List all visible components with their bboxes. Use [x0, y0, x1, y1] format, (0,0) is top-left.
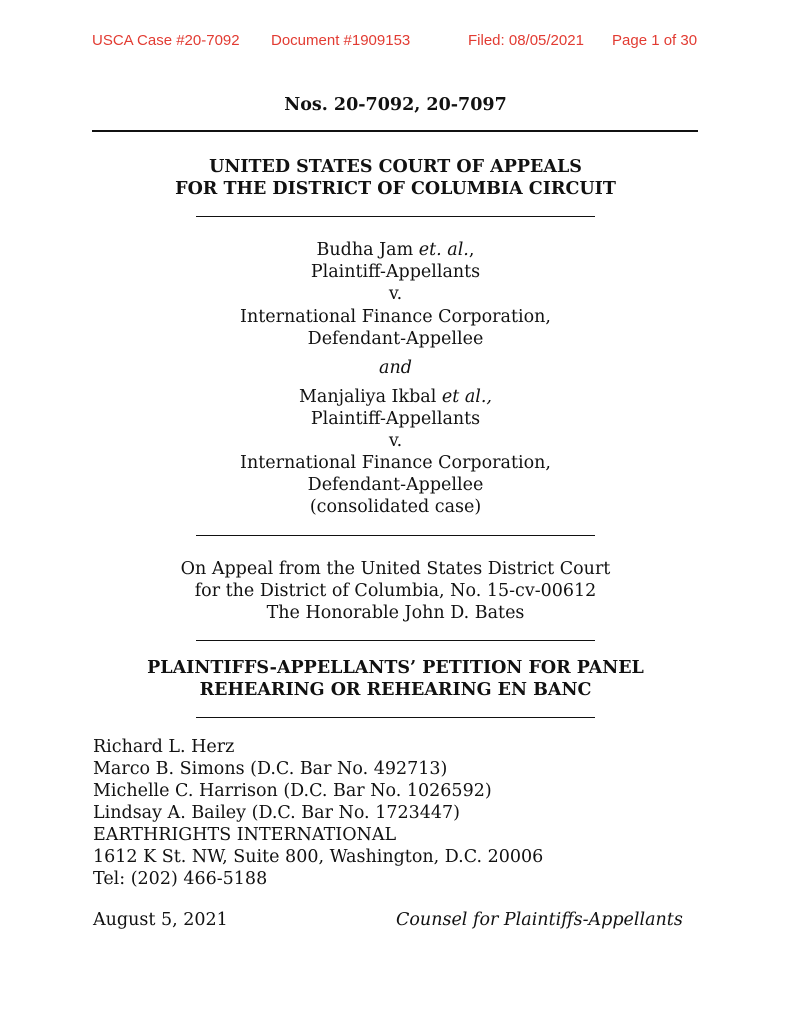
court-name-line2: FOR THE DISTRICT OF COLUMBIA CIRCUIT — [175, 179, 616, 199]
divider-3 — [196, 640, 595, 641]
top-divider — [92, 130, 698, 132]
counsel-line: Michelle C. Harrison (D.C. Bar No. 1026592) — [93, 781, 492, 801]
defendant-name-1: International Finance Corporation, — [240, 307, 551, 327]
appeal-judge: The Honorable John D. Bates — [266, 603, 525, 623]
plaintiff-name-1-text: Budha Jam — [316, 240, 414, 260]
counsel-org: EARTHRIGHTS INTERNATIONAL — [93, 825, 397, 845]
plaintiff-name-2 — [0, 386, 791, 408]
docket-numbers: Nos. 20-7092, 20-7097 — [284, 95, 507, 115]
plaintiff-name-1-comma: , — [468, 240, 475, 260]
defendant-role-2: Defendant-Appellee — [307, 475, 484, 495]
plaintiff-role-1: Plaintiff-Appellants — [310, 262, 481, 282]
petition-title-line1: PLAINTIFFS-APPELLANTS’ PETITION FOR PANEL — [147, 658, 644, 678]
divider-4 — [196, 717, 595, 718]
conjunction: and — [379, 358, 412, 378]
counsel-line: Richard L. Herz — [93, 737, 235, 757]
header-case-number: USCA Case #20-7092 — [92, 32, 240, 49]
plaintiff-name-2-etal: et al., — [441, 387, 492, 407]
defendant-name-2: International Finance Corporation, — [240, 453, 551, 473]
counsel-line: Marco B. Simons (D.C. Bar No. 492713) — [93, 759, 448, 779]
versus-2: v. — [388, 431, 403, 451]
plaintiff-name-1-etal: et. al. — [418, 240, 469, 260]
appeal-line1: On Appeal from the United States District Court — [180, 559, 611, 579]
counsel-phone: Tel: (202) 466-5188 — [93, 869, 268, 889]
counsel-line: Lindsay A. Bailey (D.C. Bar No. 1723447) — [93, 803, 460, 823]
counsel-address: 1612 K St. NW, Suite 800, Washington, D.C. 20006 — [93, 847, 544, 867]
versus-1: v. — [388, 284, 403, 304]
counsel-signature-line: Counsel for Plaintiffs-Appellants — [396, 910, 683, 930]
divider-1 — [196, 216, 595, 217]
header-filed-date: Filed: 08/05/2021 — [468, 32, 584, 49]
petition-title-line2: REHEARING OR REHEARING EN BANC — [199, 680, 592, 700]
defendant-role-1: Defendant-Appellee — [307, 329, 484, 349]
consolidated-note: (consolidated case) — [309, 497, 482, 517]
header-document-number: Document #1909153 — [271, 32, 411, 49]
divider-2 — [196, 535, 595, 536]
court-name-line1: UNITED STATES COURT OF APPEALS — [209, 157, 582, 177]
plaintiff-role-2: Plaintiff-Appellants — [310, 409, 481, 429]
plaintiff-name-2-text: Manjaliya Ikbal — [299, 387, 437, 407]
header-page-count: Page 1 of 30 — [612, 32, 698, 49]
filing-date: August 5, 2021 — [93, 910, 228, 930]
plaintiff-name-1 — [0, 239, 791, 261]
appeal-line2: for the District of Columbia, No. 15-cv-00612 — [194, 581, 597, 601]
